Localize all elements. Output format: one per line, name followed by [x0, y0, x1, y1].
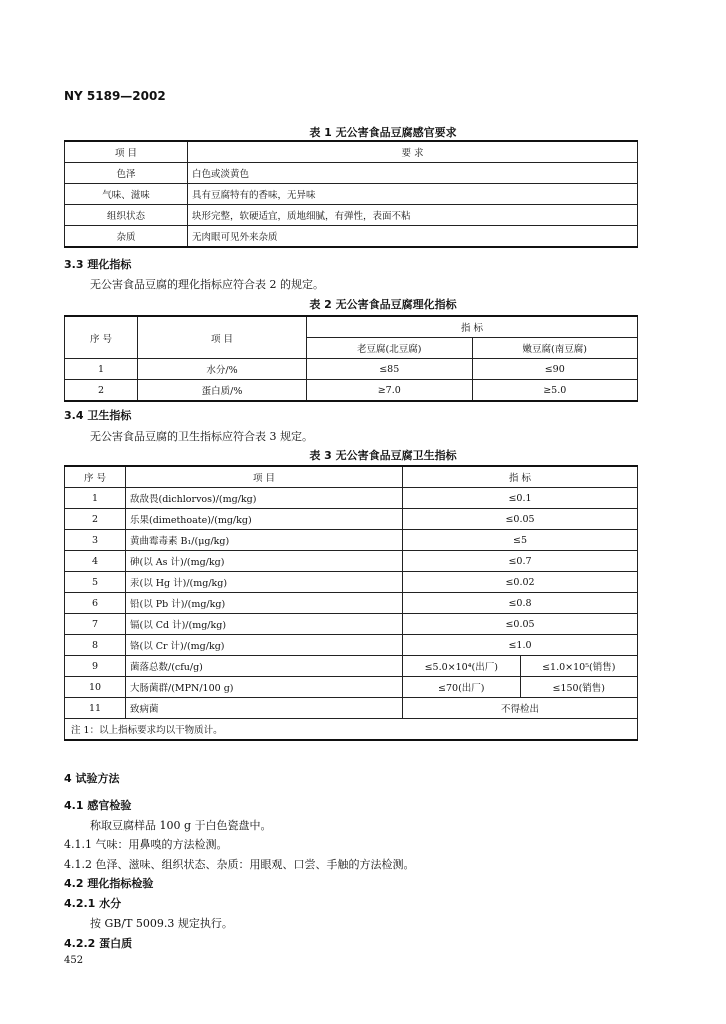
table3-header-item: 项 目 [126, 466, 403, 488]
table3-cell: 9 [65, 656, 126, 677]
table2-cell: 1 [65, 359, 138, 380]
table2-cell: 水分/% [138, 359, 307, 380]
table3 [64, 465, 638, 741]
table-row [65, 677, 638, 698]
table2-header-item: 项 目 [138, 316, 307, 359]
table3-cell: 敌敌畏(dichlorvos)/(mg/kg) [126, 488, 403, 509]
table2-cell: ≥7.0 [307, 380, 473, 402]
table3-header-no: 序 号 [65, 466, 126, 488]
table2-cell: 2 [65, 380, 138, 402]
section-4-2-1-heading: 4.2.1 水分 [64, 897, 122, 910]
table3-cell: 铅(以 Pb 计)/(mg/kg) [126, 593, 403, 614]
section-4-2-heading: 4.2 理化指标检验 [64, 877, 154, 890]
page-number: 452 [64, 955, 84, 966]
table-row [65, 635, 638, 656]
table2-header-old: 老豆腐(北豆腐) [307, 338, 473, 359]
table1-cell: 具有豆腐特有的香味，无异味 [188, 184, 638, 205]
table3-cell: 菌落总数/(cfu/g) [126, 656, 403, 677]
table3-cell: 5 [65, 572, 126, 593]
table-row [65, 184, 638, 205]
table-row [65, 530, 638, 551]
table-row [65, 163, 638, 184]
table-row [65, 380, 638, 402]
table3-cell: 11 [65, 698, 126, 719]
table3-cell: 镉(以 Cd 计)/(mg/kg) [126, 614, 403, 635]
table3-cell: 汞(以 Hg 计)/(mg/kg) [126, 572, 403, 593]
table3-cell: 铬(以 Cr 计)/(mg/kg) [126, 635, 403, 656]
table-row [65, 488, 638, 509]
table2-cell: ≥5.0 [472, 380, 638, 402]
standard-code: NY 5189—2002 [64, 89, 166, 103]
table3-cell: ≤5 [403, 530, 638, 551]
table-row [65, 509, 638, 530]
table3-cell: 致病菌 [126, 698, 403, 719]
table3-cell: ≤0.05 [403, 509, 638, 530]
table1-header-req: 要 求 [188, 141, 638, 163]
table-row [65, 551, 638, 572]
table2-header-tender: 嫩豆腐(南豆腐) [472, 338, 638, 359]
table3-cell: ≤70(出厂) [403, 677, 521, 698]
table2-cell: ≤85 [307, 359, 473, 380]
table1-cell: 杂质 [65, 226, 188, 248]
table2-cell: 蛋白质/% [138, 380, 307, 402]
table2 [64, 315, 638, 402]
table3-cell: ≤150(销售) [520, 677, 638, 698]
table1-cell: 白色或淡黄色 [188, 163, 638, 184]
table1-cell: 气味、滋味 [65, 184, 188, 205]
table3-header-index: 指 标 [403, 466, 638, 488]
table3-cell: 7 [65, 614, 126, 635]
table3-cell: 3 [65, 530, 126, 551]
table3-cell: ≤0.7 [403, 551, 638, 572]
table3-cell: 砷(以 As 计)/(mg/kg) [126, 551, 403, 572]
table-row [65, 593, 638, 614]
table3-cell: 6 [65, 593, 126, 614]
table-row [65, 359, 638, 380]
section-3-4-text: 无公害食品豆腐的卫生指标应符合表 3 规定。 [90, 430, 313, 443]
section-4-heading: 4 试验方法 [64, 772, 120, 785]
table3-cell: 10 [65, 677, 126, 698]
table-row [65, 656, 638, 677]
table3-cell: 4 [65, 551, 126, 572]
section-4-2-2-heading: 4.2.2 蛋白质 [64, 937, 133, 950]
table1 [64, 140, 638, 248]
table1-cell: 组织状态 [65, 205, 188, 226]
table1-cell: 色泽 [65, 163, 188, 184]
section-4-2-1-text: 按 GB/T 5009.3 规定执行。 [90, 917, 233, 930]
table3-cell: 黄曲霉毒素 B₁/(μg/kg) [126, 530, 403, 551]
table2-header-index: 指 标 [307, 316, 638, 338]
section-3-4-heading: 3.4 卫生指标 [64, 409, 132, 422]
section-4-1-1: 4.1.1 气味：用鼻嗅的方法检测。 [64, 838, 228, 851]
section-3-3-text: 无公害食品豆腐的理化指标应符合表 2 的规定。 [90, 278, 324, 291]
table3-note: 注 1：以上指标要求均以干物质计。 [65, 719, 638, 741]
table-row [65, 205, 638, 226]
table3-cell: 8 [65, 635, 126, 656]
table3-cell: 2 [65, 509, 126, 530]
table3-cell: ≤0.05 [403, 614, 638, 635]
table2-caption: 表 2 无公害食品豆腐理化指标 [309, 298, 457, 311]
table3-cell: ≤1.0×10⁵(销售) [520, 656, 638, 677]
table3-cell: 1 [65, 488, 126, 509]
section-4-1-text: 称取豆腐样品 100 g 于白色瓷盘中。 [90, 819, 272, 832]
table-row [65, 572, 638, 593]
table-note-row [65, 719, 638, 741]
section-4-1-heading: 4.1 感官检验 [64, 799, 132, 812]
table3-caption: 表 3 无公害食品豆腐卫生指标 [309, 449, 457, 462]
table1-caption: 表 1 无公害食品豆腐感官要求 [309, 126, 457, 139]
table1-cell: 无肉眼可见外来杂质 [188, 226, 638, 248]
table3-cell: ≤5.0×10⁴(出厂) [403, 656, 521, 677]
table-row [65, 614, 638, 635]
section-3-3-heading: 3.3 理化指标 [64, 258, 132, 271]
table3-cell: 大肠菌群/(MPN/100 g) [126, 677, 403, 698]
table-row [65, 226, 638, 248]
table1-cell: 块形完整，软硬适宜，质地细腻，有弹性，表面不粘 [188, 205, 638, 226]
table3-cell: ≤1.0 [403, 635, 638, 656]
section-4-1-2: 4.1.2 色泽、滋味、组织状态、杂质：用眼观、口尝、手触的方法检测。 [64, 858, 415, 871]
table-row [65, 698, 638, 719]
table3-cell: 不得检出 [403, 698, 638, 719]
table2-header-no: 序 号 [65, 316, 138, 359]
table3-cell: ≤0.8 [403, 593, 638, 614]
table1-header-item: 项 目 [65, 141, 188, 163]
table2-cell: ≤90 [472, 359, 638, 380]
table3-cell: ≤0.02 [403, 572, 638, 593]
table3-cell: 乐果(dimethoate)/(mg/kg) [126, 509, 403, 530]
table3-cell: ≤0.1 [403, 488, 638, 509]
